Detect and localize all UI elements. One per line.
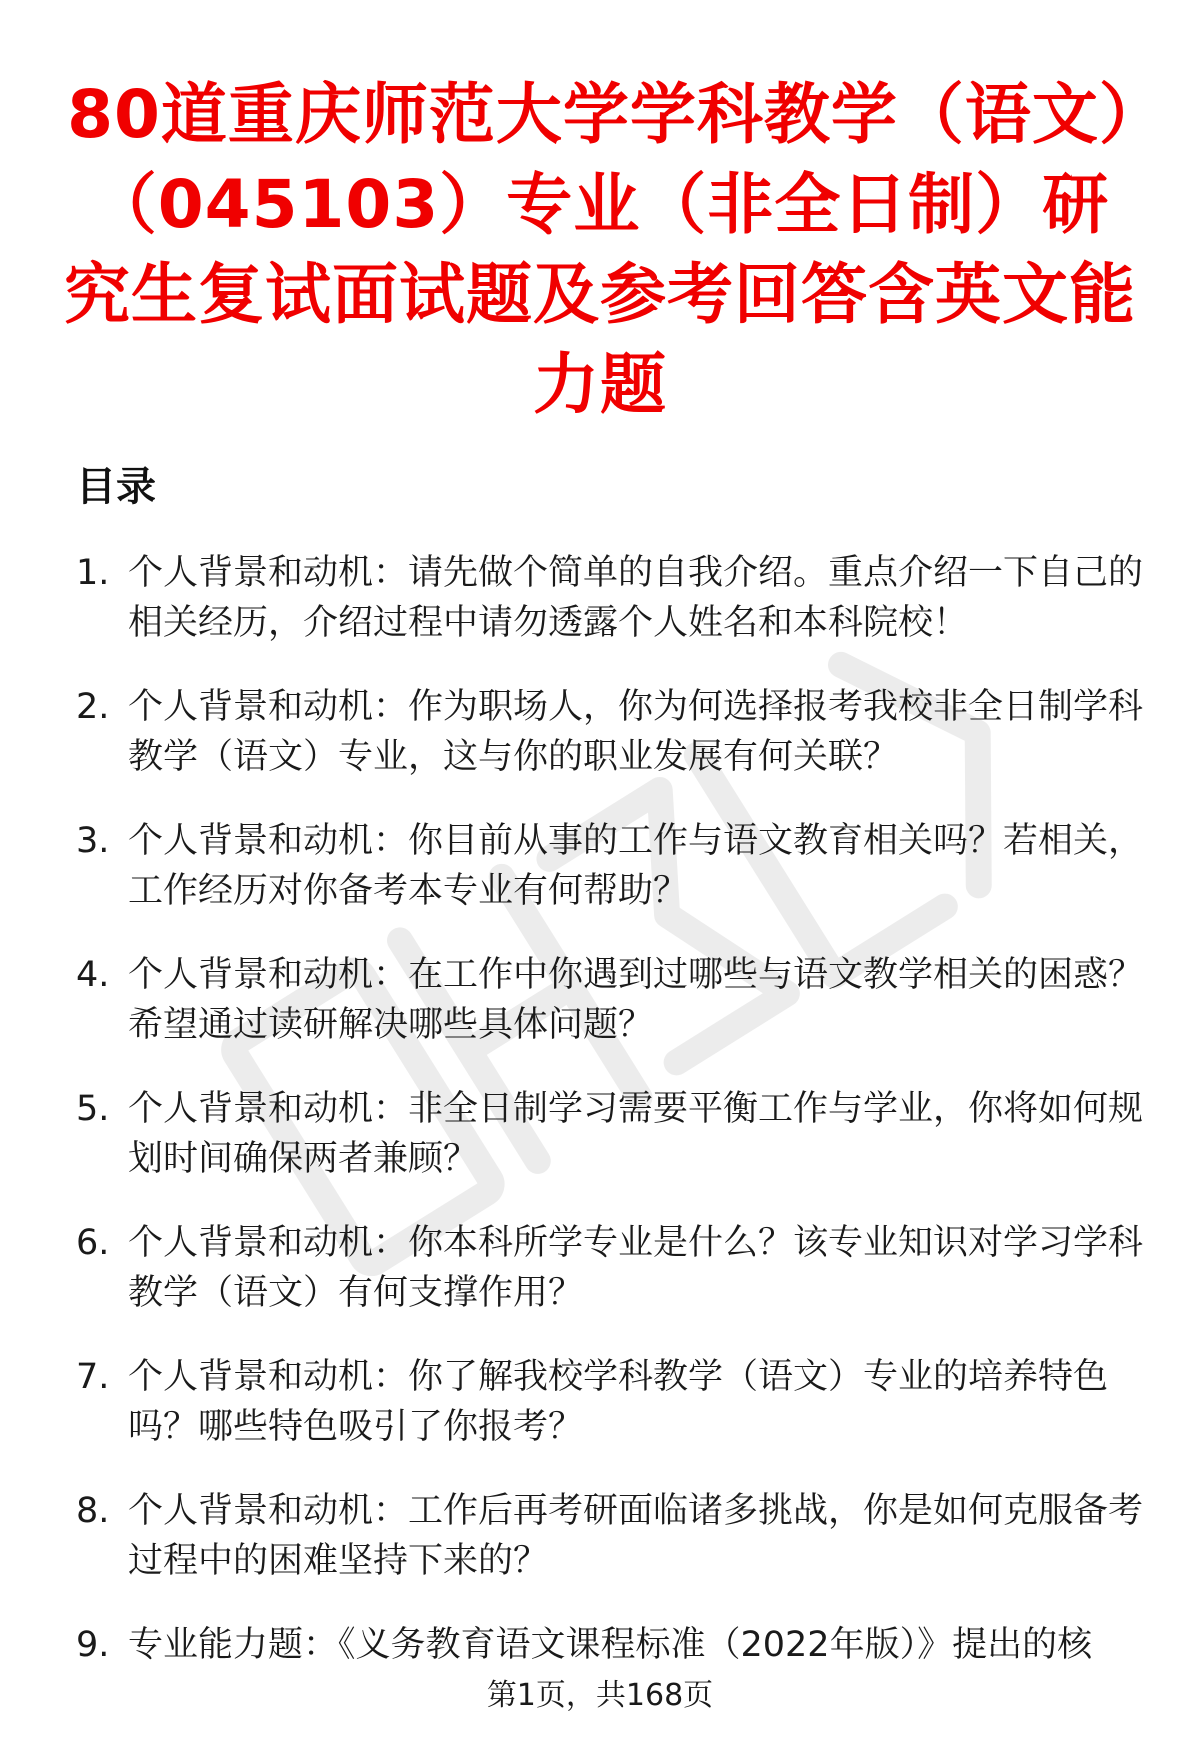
toc-list: [76, 548, 1146, 1704]
toc-item: [76, 1620, 1146, 1670]
toc-item: [76, 816, 1146, 916]
toc-item-text: 个人背景和动机：在工作中你遇到过哪些与语文教学相关的困惑？希望通过读研解决哪些具体问题？: [128, 955, 1144, 1045]
toc-item-text: 专业能力题：《义务教育语文课程标准（2022年版）》提出的核: [128, 1625, 1093, 1665]
toc-item: [76, 950, 1146, 1050]
toc-item: [76, 1352, 1146, 1452]
toc-item-text: 个人背景和动机：请先做个简单的自我介绍。重点介绍一下自己的相关经历，介绍过程中请勿透露个人姓名和本科院校！: [128, 553, 1144, 643]
toc-item-text: 个人背景和动机：非全日制学习需要平衡工作与学业，你将如何规划时间确保两者兼顾？: [128, 1089, 1144, 1179]
toc-item-number: 4.: [76, 955, 110, 995]
toc-item-text: 个人背景和动机：你本科所学专业是什么？该专业知识对学习学科教学（语文）有何支撑作用？: [128, 1223, 1144, 1313]
toc-item: [76, 1486, 1146, 1586]
toc-item: [76, 1218, 1146, 1318]
toc-heading: 目录: [76, 464, 156, 510]
toc-item: [76, 682, 1146, 782]
toc-item-text: 个人背景和动机：工作后再考研面临诸多挑战，你是如何克服备考过程中的困难坚持下来的？: [128, 1491, 1144, 1581]
toc-item-number: 7.: [76, 1357, 110, 1397]
toc-item-number: 5.: [76, 1089, 110, 1129]
toc-item: [76, 548, 1146, 648]
toc-item-number: 6.: [76, 1223, 110, 1263]
toc-item-number: 3.: [76, 821, 110, 861]
toc-item-text: 个人背景和动机：你了解我校学科教学（语文）专业的培养特色吗？哪些特色吸引了你报考？: [128, 1357, 1109, 1447]
toc-item-text: 个人背景和动机：你目前从事的工作与语文教育相关吗？若相关，工作经历对你备考本专业有何帮助？: [128, 821, 1144, 911]
toc-item-number: 9.: [76, 1625, 110, 1665]
toc-item-number: 2.: [76, 687, 110, 727]
toc-item-number: 1.: [76, 553, 110, 593]
document-title: 80道重庆师范大学学科教学（语文）（045103）专业（非全日制）研究生复试面试题及参考回答含英文能力题: [64, 76, 1136, 423]
toc-item: [76, 1084, 1146, 1184]
toc-item-number: 8.: [76, 1491, 110, 1531]
toc-item-text: 个人背景和动机：作为职场人，你为何选择报考我校非全日制学科教学（语文）专业，这与你的职业发展有何关联？: [128, 687, 1144, 777]
page-footer: 第1页，共168页: [486, 1678, 714, 1713]
